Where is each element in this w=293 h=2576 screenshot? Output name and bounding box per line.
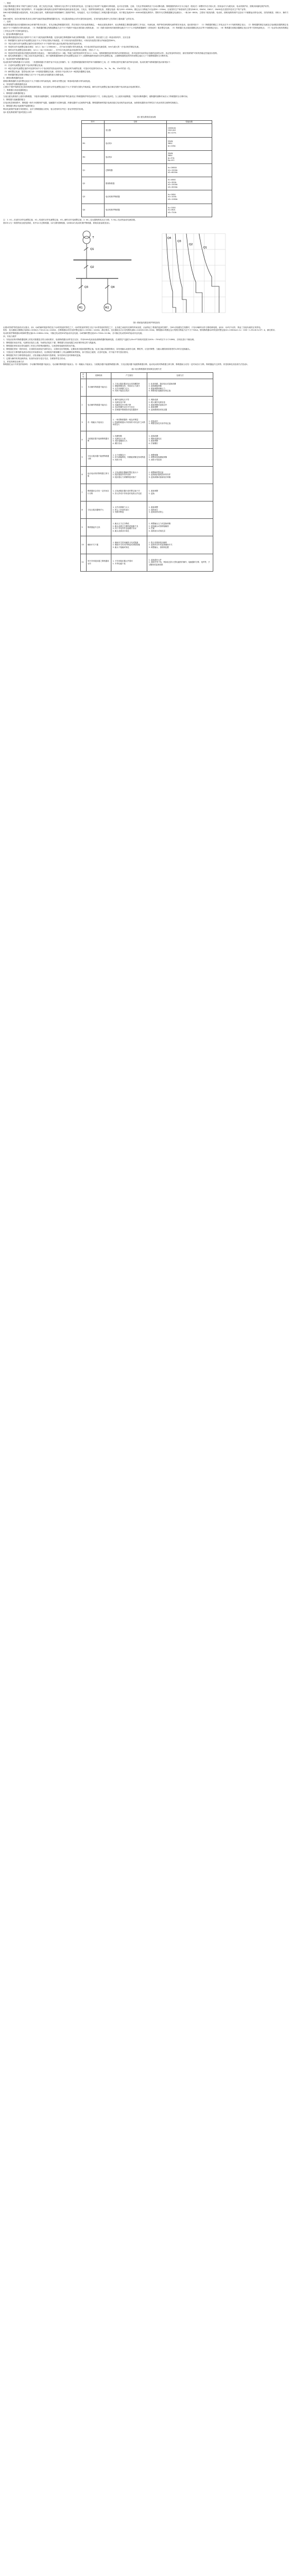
paragraph: （3）短延时动作电流整定值I应满足：I≥1.1（Ijx＋1.35KIdm）。式中Ijx为线路计算负载电流，K为电动机的起动电流倍数，Idm为最大的一台电动机的额定电流。	[3, 45, 140, 48]
table-cell: 1. 欠电压脱扣器无电压或线圈损坏 2. 储能弹簧变形，导致闭合力减小 3. 反作用弹簧力过大 4. 机构不能复位再扣	[111, 379, 147, 396]
table-row	[80, 449, 213, 466]
table-cell: 起动电动机时断路器立即分断	[86, 466, 111, 484]
table-cell: 电动机保护断路器	[104, 190, 166, 204]
paragraph: 校验：变压器低压侧额定电流Ie=1000/(1.732×0.4)=1443A，总断路器Q1的长延时整定值Ir1=1500A＞1443A，满足要求。变压器低压出口处短路电流Ik=1443/0.045=32kA，断路器Q1的额定运行短路分断能力应不小于32kA。馈线断路器Q2的短延时整定值Ir2=1500A≥1.1×（200＋1.35×6.5×57）A，满足要求。	[3, 329, 277, 332]
table-cell: M1	[81, 137, 104, 150]
table-cell: 断路器闭合后经一定时间自行分断	[86, 484, 111, 501]
table-cell: 1. 过电流脱扣器长延时整定值不对 2. 热元件或半导体延时电路元件变质	[111, 484, 147, 501]
table-row	[80, 414, 213, 431]
table-cell: 1. 重新调整 2. 清除油污 3. 更换衔铁或铁心	[147, 501, 213, 519]
protection-characteristic-curves	[152, 228, 231, 321]
section-s5	[3, 326, 290, 367]
paragraph: 3．断路器在使用前应将电磁铁工作面上的防锈油脂擦去，以免影响电磁机构的动作值。	[3, 344, 77, 347]
table-cell: 1. 重新调整 2. 更换	[147, 484, 213, 501]
curve-label-q4: Q4	[167, 236, 171, 240]
label-q4: Q4	[110, 285, 115, 289]
table-cell: 1. 辅助开关的动触桥卡死或脱落 2. 辅助开关传动杆断裂或滚轮脱落 3. 触头不接触或氧化	[111, 536, 147, 554]
column-header: 名称	[104, 120, 166, 124]
table-cell: 1. 线圈短路 2. 电源电压太低 3. 再扣接触面太大 4. 螺钉松动	[111, 431, 147, 449]
table-cell: 分励脱扣器不能使断路器分断	[86, 431, 111, 449]
document	[0, 0, 293, 575]
table-cell: 1. 检查线路，施加电压或更换线圈 2. 更换储能弹簧 3. 重新调整弹簧反力 4. 调整再扣接触面至规定值	[147, 379, 213, 396]
paragraph: 当低压配电系统的上级采用断路器、下级采用熔断器时，应使熔断器的保护特性曲线处于断路器保护特性曲线的下方，以保证选择性。当上级采用熔断器、下级采用断路器时，熔断器的熔断时间应大于断路器的全分断时间。	[3, 95, 190, 98]
table1-caption: 表1 配电系统设备参数	[137, 115, 156, 118]
table-row	[80, 501, 213, 519]
table-cell: 带半导体脱扣器之断路器误动作	[86, 554, 111, 571]
table-cell	[81, 124, 104, 137]
article-body-bottom	[3, 326, 290, 367]
table-row	[80, 431, 213, 449]
table-cell: 1	[80, 379, 86, 396]
paragraph: 表1 配电系统保护选择性配合示例	[3, 111, 32, 113]
table-row	[81, 190, 212, 204]
table-row	[80, 536, 213, 554]
paragraph: 剩余电流保护装置可单独使用，也可与断路器组合使用，组合使用时应考虑二者动作特性的协调。	[3, 108, 85, 110]
column-header: 符号	[81, 120, 104, 124]
paragraph: （6）配电用断路器的上下级之间应有选择性配合，即下级断路器的瞬时动作电流整定值应小于上级断路器的短延时动作电流整定值，上级断路器短延时的时间整定值应大于下级断路器的全分断时间。	[3, 55, 169, 57]
table-cell: 1. 反作用弹簧力太大 2. 铁心工作面有油污 3. 短路环断裂	[111, 501, 147, 519]
table-row	[81, 163, 212, 177]
paragraph: 3．断路器与剩余电流保护装置的配合	[3, 104, 35, 107]
paragraph: 5．灭弧室在分断短路电流后或较长时间使用后，应清除其内壁和栅片上的金属颗粒和黑烟灰，如灭弧室已破损，应及时更换，决不能不带灭弧室使用。	[3, 351, 130, 353]
paragraph: 图1所示为一典型的低压配电系统，其中Q1为总断路器，Q2为馈线断路器，Q3和Q4为电动机保护断路器，系统设备参数见表1。	[3, 221, 111, 224]
table-cell: 电动机保护断路器	[104, 204, 166, 217]
label-q1: Q1	[90, 247, 94, 251]
paragraph: 三、断路器与其他电器的配合	[3, 89, 28, 92]
table-cell: In=400A Ir1=300A Ir2=1500A Ir3=3000A	[166, 177, 212, 190]
curve-label-q2: Q2	[188, 243, 193, 246]
table-cell: 电动机2	[104, 150, 166, 163]
table-cell: 变压器	[104, 124, 166, 137]
paragraph: 2．断路器与接触器的配合	[3, 99, 25, 101]
paragraph: 四、安装与维护	[3, 335, 17, 338]
table-cell: 1. 调换电源 2. 增大操作电源容量 3. 重新调整或更换拉杆 4. 重新调整 5. 更换整流管或电容器	[147, 396, 213, 413]
paragraph: 配电用断路器是指在低压电网中专门用于分配电能的断路器，包括电源总断路器和负载支路断路器。在选用时，除应遵守上述一般选用原则外，还应注意：	[3, 36, 133, 38]
table-row	[80, 466, 213, 484]
table-cell: 1. 触头压力过分降低 2. 触头表面过分磨损或接触不良 3. 两个导电零件连接螺钉松动 4. 触头表面油污氧化	[111, 519, 147, 536]
table-cell: 6	[80, 466, 86, 484]
table-cell: 1. 调整弹簧 2. 调整或更换储能弹簧 3. 消除卡死原因	[147, 449, 213, 466]
paragraph: 电动机保护用断路器可分为两类：一类是断路器只作保护而不负担正常操作；另一类是断路器需兼作保护和不频繁操作之用。后一种情况需考虑操作条件和电寿命。电动机保护用断路器的选用原则如下：	[3, 61, 172, 64]
paragraph: 4．断路器在使用一段时间后，应清除其表面及内部的灰尘，以保持良好的绝缘。定期检查各脱扣器的整定值，检查主触头的磨损情况，如发现触头表面有毛刺、颗粒等，应及时修整；当触头磨损到原厚度的1/3时应更换触头。	[3, 348, 192, 350]
figure-1	[3, 228, 290, 321]
fault-troubleshooting-table	[80, 372, 213, 571]
system-wiring-diagram	[63, 228, 142, 321]
paragraph: 五、常见故障及处理方法	[3, 360, 24, 363]
paragraph: 2．断路器应垂直安装，电源线应接在上端，负载线应接在下端；断路器与其他电器之间应保持规定的飞弧距离。	[3, 342, 98, 344]
paragraph: （4）断路器的额定短路分断能力应不小于电动机出线端的最大短路电流。	[3, 73, 65, 76]
paragraph: 电动机保护断路器Q3的瞬时整定值Ir3=1260A=12Ie，可躲过电动机M1的起动冲击电流；Q4的瞬时整定值Ir3=720A=12.6Ie，亦可躲过电动机M2的起动冲击电流。	[3, 332, 144, 335]
table-row	[80, 484, 213, 501]
table-cell: 1. 更换连杆 2. 调整至原技术条件规定值	[147, 414, 213, 431]
device-parameter-table	[81, 120, 212, 217]
column-header: 序号	[80, 373, 86, 379]
table-row	[81, 177, 212, 190]
table-cell: 1. 更换损坏元件 2. 清除外界干扰，例如临近的大型电磁铁的操作，接触器的分断、电焊等，予以隔离或更换线路	[147, 554, 213, 571]
table-cell: M2	[81, 150, 104, 163]
table-cell: 9	[80, 519, 86, 536]
paragraph: 万能式断路器主要用于保护交流电气设备，使之免受过电流、短路和欠电压等不正常情况的危害。它们能在正常条件下接通和分断线路，也可以在短路、过载、欠电压等故障情况下自动切断电路。断路器按结构可分为万能式（框架式）和塑料外壳式两大类；按用途可分为配电用、电动机保护用、照明用和漏电保护用等。	[3, 5, 271, 7]
section-s3	[3, 58, 290, 89]
table-cell: In=100A Ir1=60A Ir3=720A	[166, 204, 212, 217]
paragraph: （5）短延时的时间阶段应按配电系统的分段而定。一般时间阶段为2～3级。每级之间的短延时时差为0.1～0.2s，视断路器短延时机构的动作精度而定，其可返回时间应保证各级的选择性动作。选定短延时阶段后，最好按被保护对象的热稳定性能加以校核。	[3, 52, 219, 54]
table1-header-row	[81, 120, 212, 124]
table-row	[80, 379, 213, 396]
paragraph: 3．照明用断路器的选用	[3, 76, 24, 79]
paragraph: 4．导线保护用断路器的选用	[3, 83, 27, 85]
table-cell: 55kW 380V Ie=105A	[166, 137, 212, 150]
table2-header-row	[80, 373, 213, 379]
section-s1	[3, 2, 290, 21]
curve-label-q1: Q1	[203, 246, 207, 249]
table-cell: Q1	[81, 163, 104, 177]
curve-label-q3: Q3	[177, 239, 181, 243]
paragraph: DW16系列、DZ20系列和具有综合保护功能的智能型断路器的应用，可以提高系统运行的可靠性和选择性，在现代配电系统中已经得到了越来越广泛的应用。	[3, 17, 136, 20]
table-cell: 1. 更换线圈 2. 调换电源电压 3. 重新调整 4. 拧紧螺钉	[147, 431, 213, 449]
table1-notes	[3, 219, 290, 225]
column-header: 性能参数	[166, 120, 212, 124]
paragraph: （3）瞬时整定电流：笼型电动机为8～15倍脱扣器额定电流；绕线转子电动机为3～6倍脱扣器额定电流。	[3, 70, 92, 73]
paragraph: 二、选用	[3, 21, 11, 23]
label-q2: Q2	[90, 265, 94, 269]
paragraph: 万能式断路器主要用于配电网络中，作为接通和分断电路以及保护线路和电源设备免受过载、欠电压、短路等故障的危害，其额定电流一般为200～6300A，额定运行分断能力可达到50～150kA。目前国内生产和使用的主要有DW15、DW16、DW17、DW45及引进国外技术生产的产品等。	[3, 8, 248, 11]
table-cell: 10	[80, 536, 86, 554]
paragraph: （2）3倍长延时动作电流整定值的可返回时间不小于线路中最大起动电流的电动机的起动时间。	[3, 42, 83, 45]
table-cell: 2	[80, 396, 86, 413]
table-row	[81, 137, 212, 150]
table-cell: 8	[80, 501, 86, 519]
table-cell: 馈线断路器	[104, 177, 166, 190]
paragraph: （2）6倍长延时电流整定值的可返回时间不小于电动机的实际起动时间。按起动时负载的轻重，可选用可返回时间为1s、3s、5s、8s、15s中的某一挡。	[3, 67, 132, 70]
table-row	[80, 554, 213, 571]
table-cell: 3	[80, 414, 86, 431]
paragraph: （1）断路器的长延时动作电流整定值应不大于导线长期允许载流量。对于采用电线电缆的情况，可取电线电缆长期允许载流量的80%。	[3, 39, 117, 42]
paragraph: 6．断路器在每次分断短路电流后，应检查触头系统和灭弧系统，如有损坏应及时修理或更换。	[3, 354, 82, 356]
table-cell: 1. 反力弹簧变小 2. 如为储能释放，则储能弹簧变形或断裂 3. 机构卡死	[111, 449, 147, 466]
column-header: 处理方法	[147, 373, 213, 379]
paragraph: 主要用于保护线路免受过载和短路故障的损害，其长延时动作电流整定值应不大于导线的长期允许载流量，瞬时动作电流整定值应满足线路中电动机起动电流的要求。	[3, 86, 142, 89]
table-cell: 1. 操作电源电压不符 2. 电源容量不够 3. 电磁铁拉杆行程不够 4. 电动机操作定位开关变位 5. 控制器中整流管或电容器损坏	[111, 396, 147, 413]
column-header: 故障现象	[86, 373, 111, 379]
table-cell: 1. 过电流脱扣器瞬时整定值太小 2. 脱扣器某些零件损坏 3. 脱扣器反力弹簧断裂或落下	[111, 466, 147, 484]
paragraph: 2．电动机保护用断路器的选用	[3, 58, 30, 61]
paragraph: 低压断路器的选用应根据使用场合和保护要求来进行，首先应确定断路器的类型，然后再进行具体参数的确定。一般低压配电系统中，低压断路器主要根据电路的工作电压、负载电流、保护特性和短路电流等要求来选用。选用原则如下：（1）断路器的额定工作电压应不小于线路的额定电压；（2）断路器的额定电流及过电流脱扣器的额定电流应不小于线路的计算负载电流；（3）断路器的额定短路通断能力应不小于线路中可能出现的最大短路电流；（4）线路末端单相对地短路电流应不小于1.25倍断路器瞬时（或短延时）脱扣整定电流；（5）断路器欠电压脱扣器额定电压应等于线路额定电压；（6）断路器分励脱扣器额定电压应等于控制电源电压；（7）电动传动机构的额定工作电压应等于控制电源电压。	[3, 24, 289, 33]
label-transformer: T	[92, 236, 94, 239]
table-cell: 1. 半导体脱扣器元件损坏 2. 外界电磁干扰	[111, 554, 147, 571]
figure-1-caption: 图1 系统接线图及保护特性曲线	[133, 321, 160, 324]
column-header: 产生原因	[111, 373, 147, 379]
table-cell: Q3	[81, 190, 104, 204]
paragraph: 一、简述	[3, 2, 11, 4]
article-body-top	[3, 2, 290, 114]
table-cell: 辅助开关不通	[86, 536, 111, 554]
table-cell: 电动操作断路器不能闭合	[86, 396, 111, 413]
table-row	[80, 519, 213, 536]
table-cell: 手动操作断路器不能闭合	[86, 379, 111, 396]
table-cell: In=1600A Ir1=1500A Ir2=6000A	[166, 163, 212, 177]
table-cell: 1. 一般型断路器的一相连杆断裂 2. 限流断路器斥开机构的可折连杆之间的角度变大	[111, 414, 147, 431]
paragraph: DW15系列断路器为框架结构，具有过载长延时、短路短延时和短路瞬时三段保护特性，有电磁式、电子式和智能式三种脱扣器可供选择，用于额定电流200～4000A的配电网络中。塑料外壳式断路器额定电流较小，一般为6～800A，主要用于配电线路、电动机、照明电路的保护以及用于不频繁起动的电动机，其结构紧凑、体积小、操作方便。	[3, 11, 289, 17]
paragraph: （4）瞬时动作电流整定值I应满足：I≥1.1（Ijx＋K1KIdm）。式中K1为电动机起动电流的冲击系数，可取1.7～2。	[3, 49, 100, 51]
table-cell: 断路器温升过高	[86, 519, 111, 536]
table-row	[81, 204, 212, 217]
table-cell: 11	[80, 554, 86, 571]
table-cell: 7	[80, 484, 86, 501]
table-cell: 总断路器	[104, 163, 166, 177]
table-cell: 1. 拨正或重新装好触桥 2. 更换传动杆或更换辅助开关 3. 调整触头，清理氧化膜	[147, 536, 213, 554]
table-cell: 欠电压脱扣器不能使断路器分断	[86, 449, 111, 466]
table-row	[80, 396, 213, 413]
label-m2: M2	[105, 306, 109, 310]
table-cell: 4	[80, 431, 86, 449]
label-m1: M1	[78, 306, 82, 310]
table-cell: 5	[80, 449, 86, 466]
table2-caption: 表2 低压断路器常见故障及处理方法	[131, 368, 162, 371]
paragraph: 断路器在运行中常见的故障有：手动操作断路器不能闭合、电动操作断路器不能闭合、有一相触头不能闭合、分励脱扣器不能使断路器分断、欠电压脱扣器不能使断路器分断、起动电动机时断路器立即分断、断路器闭合后经一定时间自行分断、断路器温升过高等。常见故障及其处理方法见表2。	[3, 363, 249, 366]
paragraph: 1．安装前应核对断路器铭牌上的技术数据是否符合使用要求，检查断路器各部件是否完好，并用500V兆欧表检查断路器的绝缘电阻，在周围空气温度为20±5℃和相对湿度为50%～70%时应不小于10MΩ，否则应进行干燥处理。	[3, 339, 196, 341]
paragraph: （1）长延时电流整定值等于电动机的额定电流。	[3, 64, 44, 67]
paragraph: 1．断路器与熔断器的配合	[3, 92, 25, 95]
table-cell: 1. 调整瞬时整定值 2. 更换脱扣器或损坏的零件 3. 更换弹簧或重新装好弹簧	[147, 466, 213, 484]
table-cell: 1. 调整触头压力或更换弹簧 2. 更换触头或清理接触面 3. 拧紧 4. 清除油污或氧化层	[147, 519, 213, 536]
table-row	[81, 150, 212, 163]
table-cell: 电动机1	[104, 137, 166, 150]
paragraph: 由图1的保护特性曲线可以看出，Q3、Q4的瞬时脱扣特性处于Q2的短延时特性之下，Q2的短延时特性又处于Q1的短延时特性之下，且各级之间留有足够的时间裕度，从而保证了系统的选择性保护。当M1出线端发生短路时，只有Q3瞬时动作分断故障电路，而Q2、Q1均不动作，保证了其他负载的正常供电。	[3, 326, 262, 329]
table-cell: Q4	[81, 204, 104, 217]
paragraph: 注：1. Ir1—长延时动作电流整定值；Ir2—短延时动作电流整定值；Ir3—瞬时动作电流整定值；2. Uk—变压器短路电压百分数；3. Kq—电动机起动电流倍数。	[3, 218, 137, 221]
paragraph: 在电动机控制回路中，断路器一般作为短路保护电器，接触器作为控制电器，热继电器作为过载保护电器。断路器的瞬时脱扣电流应躲过电动机的起动电流，而热继电器的动作特性应与电动机的过载特性相配合。	[3, 102, 180, 104]
section-s2	[3, 21, 290, 58]
table-cell: 1000kVA 10/0.4kV Uk=4.5%	[166, 124, 212, 137]
table-cell: In=160A Ir1=105A Ir3=1260A	[166, 190, 212, 204]
paragraph: 照明用断路器的长延时整定值应不大于线路计算负载电流，瞬时动作整定值一般取6倍线路计算负载电流。	[3, 80, 92, 82]
table-cell: 欠电压脱扣器噪声大	[86, 501, 111, 519]
label-q3: Q3	[84, 285, 88, 289]
table-row	[81, 124, 212, 137]
table-cell: 有一相触头不能闭合	[86, 414, 111, 431]
section-s4	[3, 89, 290, 114]
paragraph: 7．定期为操作机构加润滑油，检查传动部分是否灵活，各紧固件是否松动。	[3, 357, 67, 360]
table-cell: Q2	[81, 177, 104, 190]
table-cell: 30kW 380V Ie=57A Kq=6.5	[166, 150, 212, 163]
paragraph: 1．配电用断路器的选用	[3, 33, 24, 36]
